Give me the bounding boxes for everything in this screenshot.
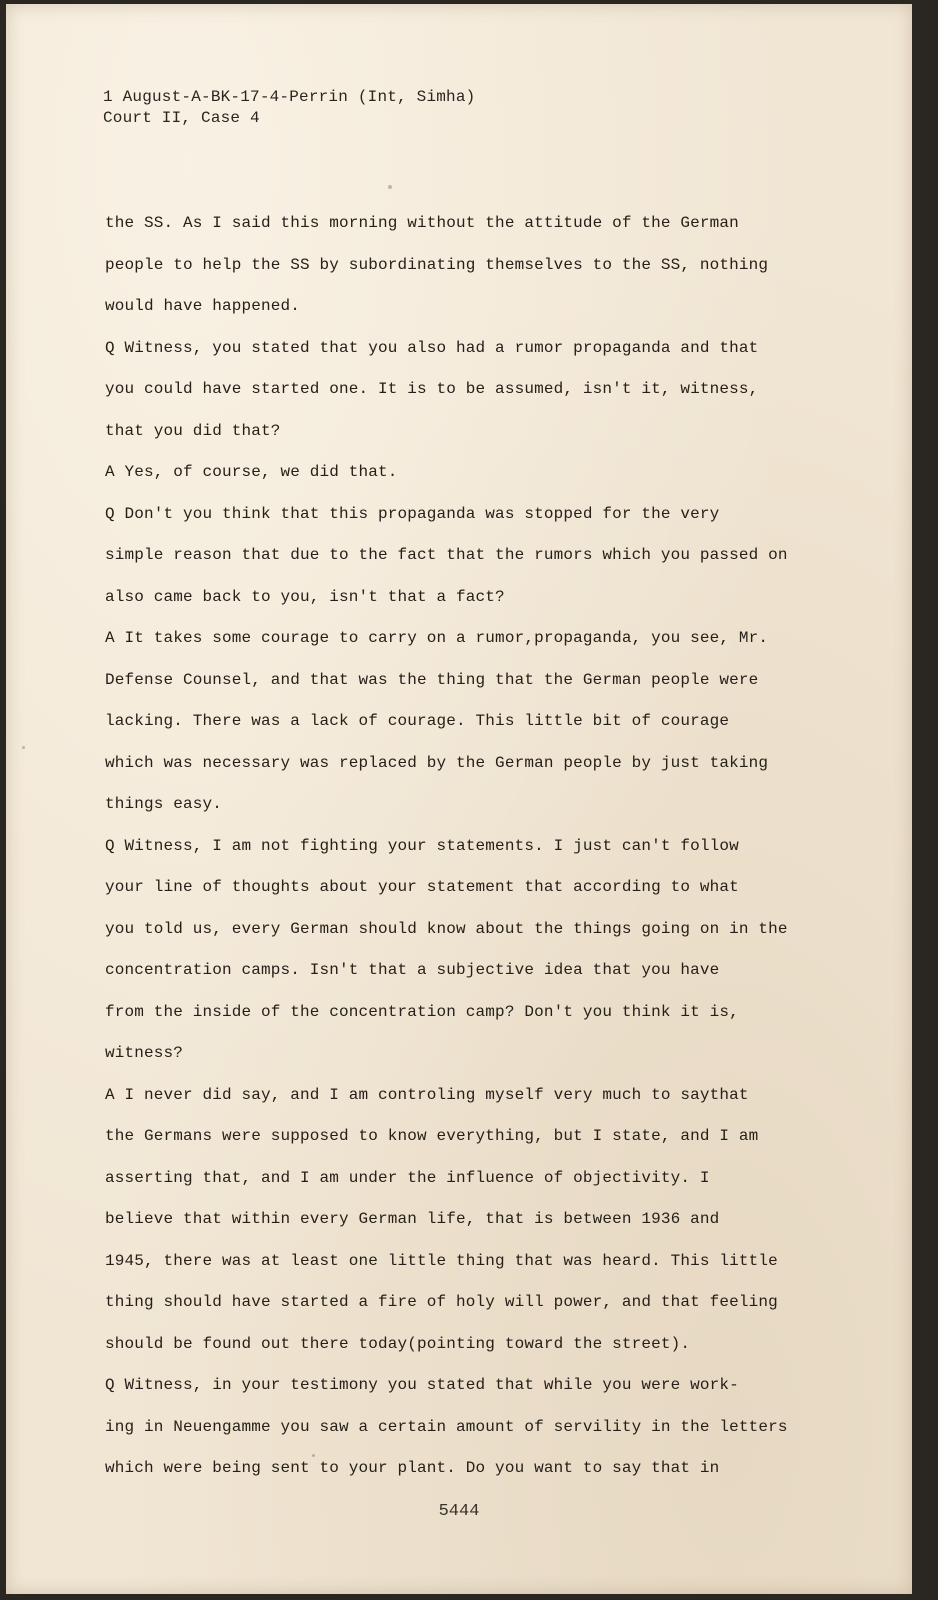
text-line: people to help the SS by subordinating themselves to the SS, nothing [105,255,769,274]
text-line: ing in Neuengamme you saw a certain amount of servility in the letters [105,1417,788,1436]
text-line: from the inside of the concentration camp? Don't you think it is, [105,1002,739,1021]
paper-speck [312,1454,315,1457]
text-line: Q Witness, I am not fighting your statements. I just can't follow [105,836,739,855]
paper-speck [22,746,25,749]
text-line: the SS. As I said this morning without the attitude of the German [105,214,739,232]
text-line: Q Don't you think that this propaganda was stopped for the very [105,504,720,523]
text-line: Defense Counsel, and that was the thing that the German people were [105,670,759,689]
text-line: A It takes some courage to carry on a rumor,propaganda, you see, Mr. [105,629,769,647]
text-line: that you did that? [105,421,281,440]
header-line-1: 1 August-A-BK-17-4-Perrin (Int, Simha) [103,88,476,106]
text-line: which were being sent to your plant. Do you want to say that in [105,1459,720,1477]
text-line: witness? [105,1044,184,1062]
text-line: thing should have started a fire of holy will power, and that feeling [105,1293,778,1311]
text-line: concentration camps. Isn't that a subjective idea that you have [105,961,720,979]
text-line: you could have started one. It is to be assumed, isn't it, witness, [105,380,759,398]
text-line: your line of thoughts about your statement that according to what [105,878,739,896]
text-line: Q Witness, you stated that you also had a rumor propaganda and that [105,338,759,357]
paper-speck [388,185,392,189]
text-line: you told us, every German should know about the things going on in the [105,919,788,938]
text-line: would have happened. [105,297,301,315]
document-header [103,87,475,129]
text-line: also came back to you, isn't that a fact? [105,587,505,606]
text-line: which was necessary was replaced by the German people by just taking [105,753,769,772]
text-line: things easy. [105,795,223,813]
page-number: 5444 [438,1502,480,1521]
document-page [6,4,912,1594]
text-line: lacking. There was a lack of courage. This little bit of courage [105,712,730,730]
text-line: asserting that, and I am under the influence of objectivity. I [105,1168,710,1187]
header-line-2: Court II, Case 4 [103,109,260,127]
text-line: should be found out there today(pointing toward the street). [105,1334,691,1353]
text-line: 1945, there was at least one little thing that was heard. This little [105,1251,778,1270]
transcript-body [105,203,845,1490]
text-line: believe that within every German life, that is between 1936 and [105,1210,720,1228]
text-line: simple reason that due to the fact that the rumors which you passed on [105,546,788,564]
text-line: A Yes, of course, we did that. [105,463,398,481]
text-line: the Germans were supposed to know everything, but I state, and I am [105,1127,759,1145]
text-line: A I never did say, and I am controling myself very much to saythat [105,1085,749,1104]
text-line: Q Witness, in your testimony you stated that while you were work- [105,1376,739,1394]
